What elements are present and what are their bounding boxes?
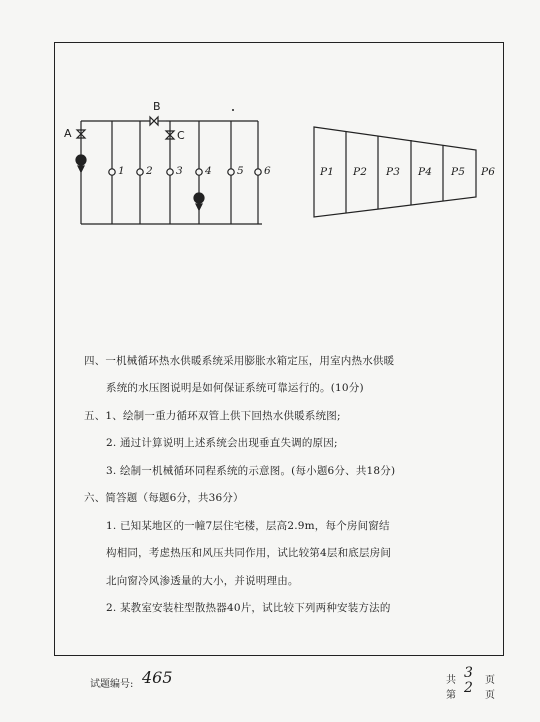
question-5-line-3: 3. 绘制一机械循环同程系统的示意图。(每小题6分、共18分) [106, 465, 396, 477]
question-6-1-line-1: 1. 已知某地区的一幢7层住宅楼，层高2.9m，每个房间窗结 [106, 520, 390, 532]
riser-label-2: 2 [146, 165, 153, 177]
question-6-title: 六、简答题（每题6分，共36分） [84, 492, 244, 504]
total-unit: 页 [485, 675, 495, 686]
riser-label-3: 3 [176, 165, 183, 177]
valve-a-label: A [64, 127, 72, 140]
pump-icon [76, 155, 86, 172]
section-label-p5: P5 [451, 166, 466, 178]
question-5-line-2: 2. 通过计算说明上述系统会出现垂直失调的原因; [106, 437, 338, 449]
exam-code-label: 试题编号: [90, 679, 134, 690]
question-6-1-line-3: 北向窗冷风渗透量的大小，并说明理由。 [106, 575, 299, 587]
section-label-p1: P1 [320, 166, 335, 178]
section-label-p4: P4 [418, 166, 433, 178]
question-4-line-2: 系统的水压图说明是如何保证系统可靠运行的。(10分) [106, 382, 364, 394]
section-label-p3: P3 [386, 166, 401, 178]
riser-label-6: 6 [264, 165, 271, 177]
question-5-line-1: 五、1、绘制一重力循环双管上供下回热水供暖系统图; [84, 410, 341, 422]
current-unit: 页 [485, 690, 495, 701]
section-label-p2: P2 [353, 166, 368, 178]
riser-label-4: 4 [205, 165, 212, 177]
question-4-line-1: 四、一机械循环热水供暖系统采用膨胀水箱定压，用室内热水供暖 [84, 355, 395, 367]
heating-system-diagram [76, 109, 262, 224]
current-page: 2 [464, 680, 473, 696]
total-label: 共 [446, 675, 456, 686]
total-pages: 3 [464, 665, 473, 681]
exam-code-value: 465 [142, 668, 173, 687]
question-6-1-line-2: 构相同，考虑热压和风压共同作用，试比较第4层和底层房间 [106, 547, 392, 559]
question-6-2-line-1: 2. 某教室安装柱型散热器40片，试比较下列两种安装方法的 [106, 602, 391, 614]
current-label: 第 [446, 690, 456, 701]
riser-pump-icon [194, 193, 204, 210]
riser-label-1: 1 [118, 165, 125, 177]
valve-b-icon [150, 117, 166, 125]
riser-label-5: 5 [237, 165, 244, 177]
section-label-p6: P6 [481, 166, 496, 178]
valve-c-label: C [177, 129, 185, 142]
valve-b-label: B [153, 100, 161, 113]
